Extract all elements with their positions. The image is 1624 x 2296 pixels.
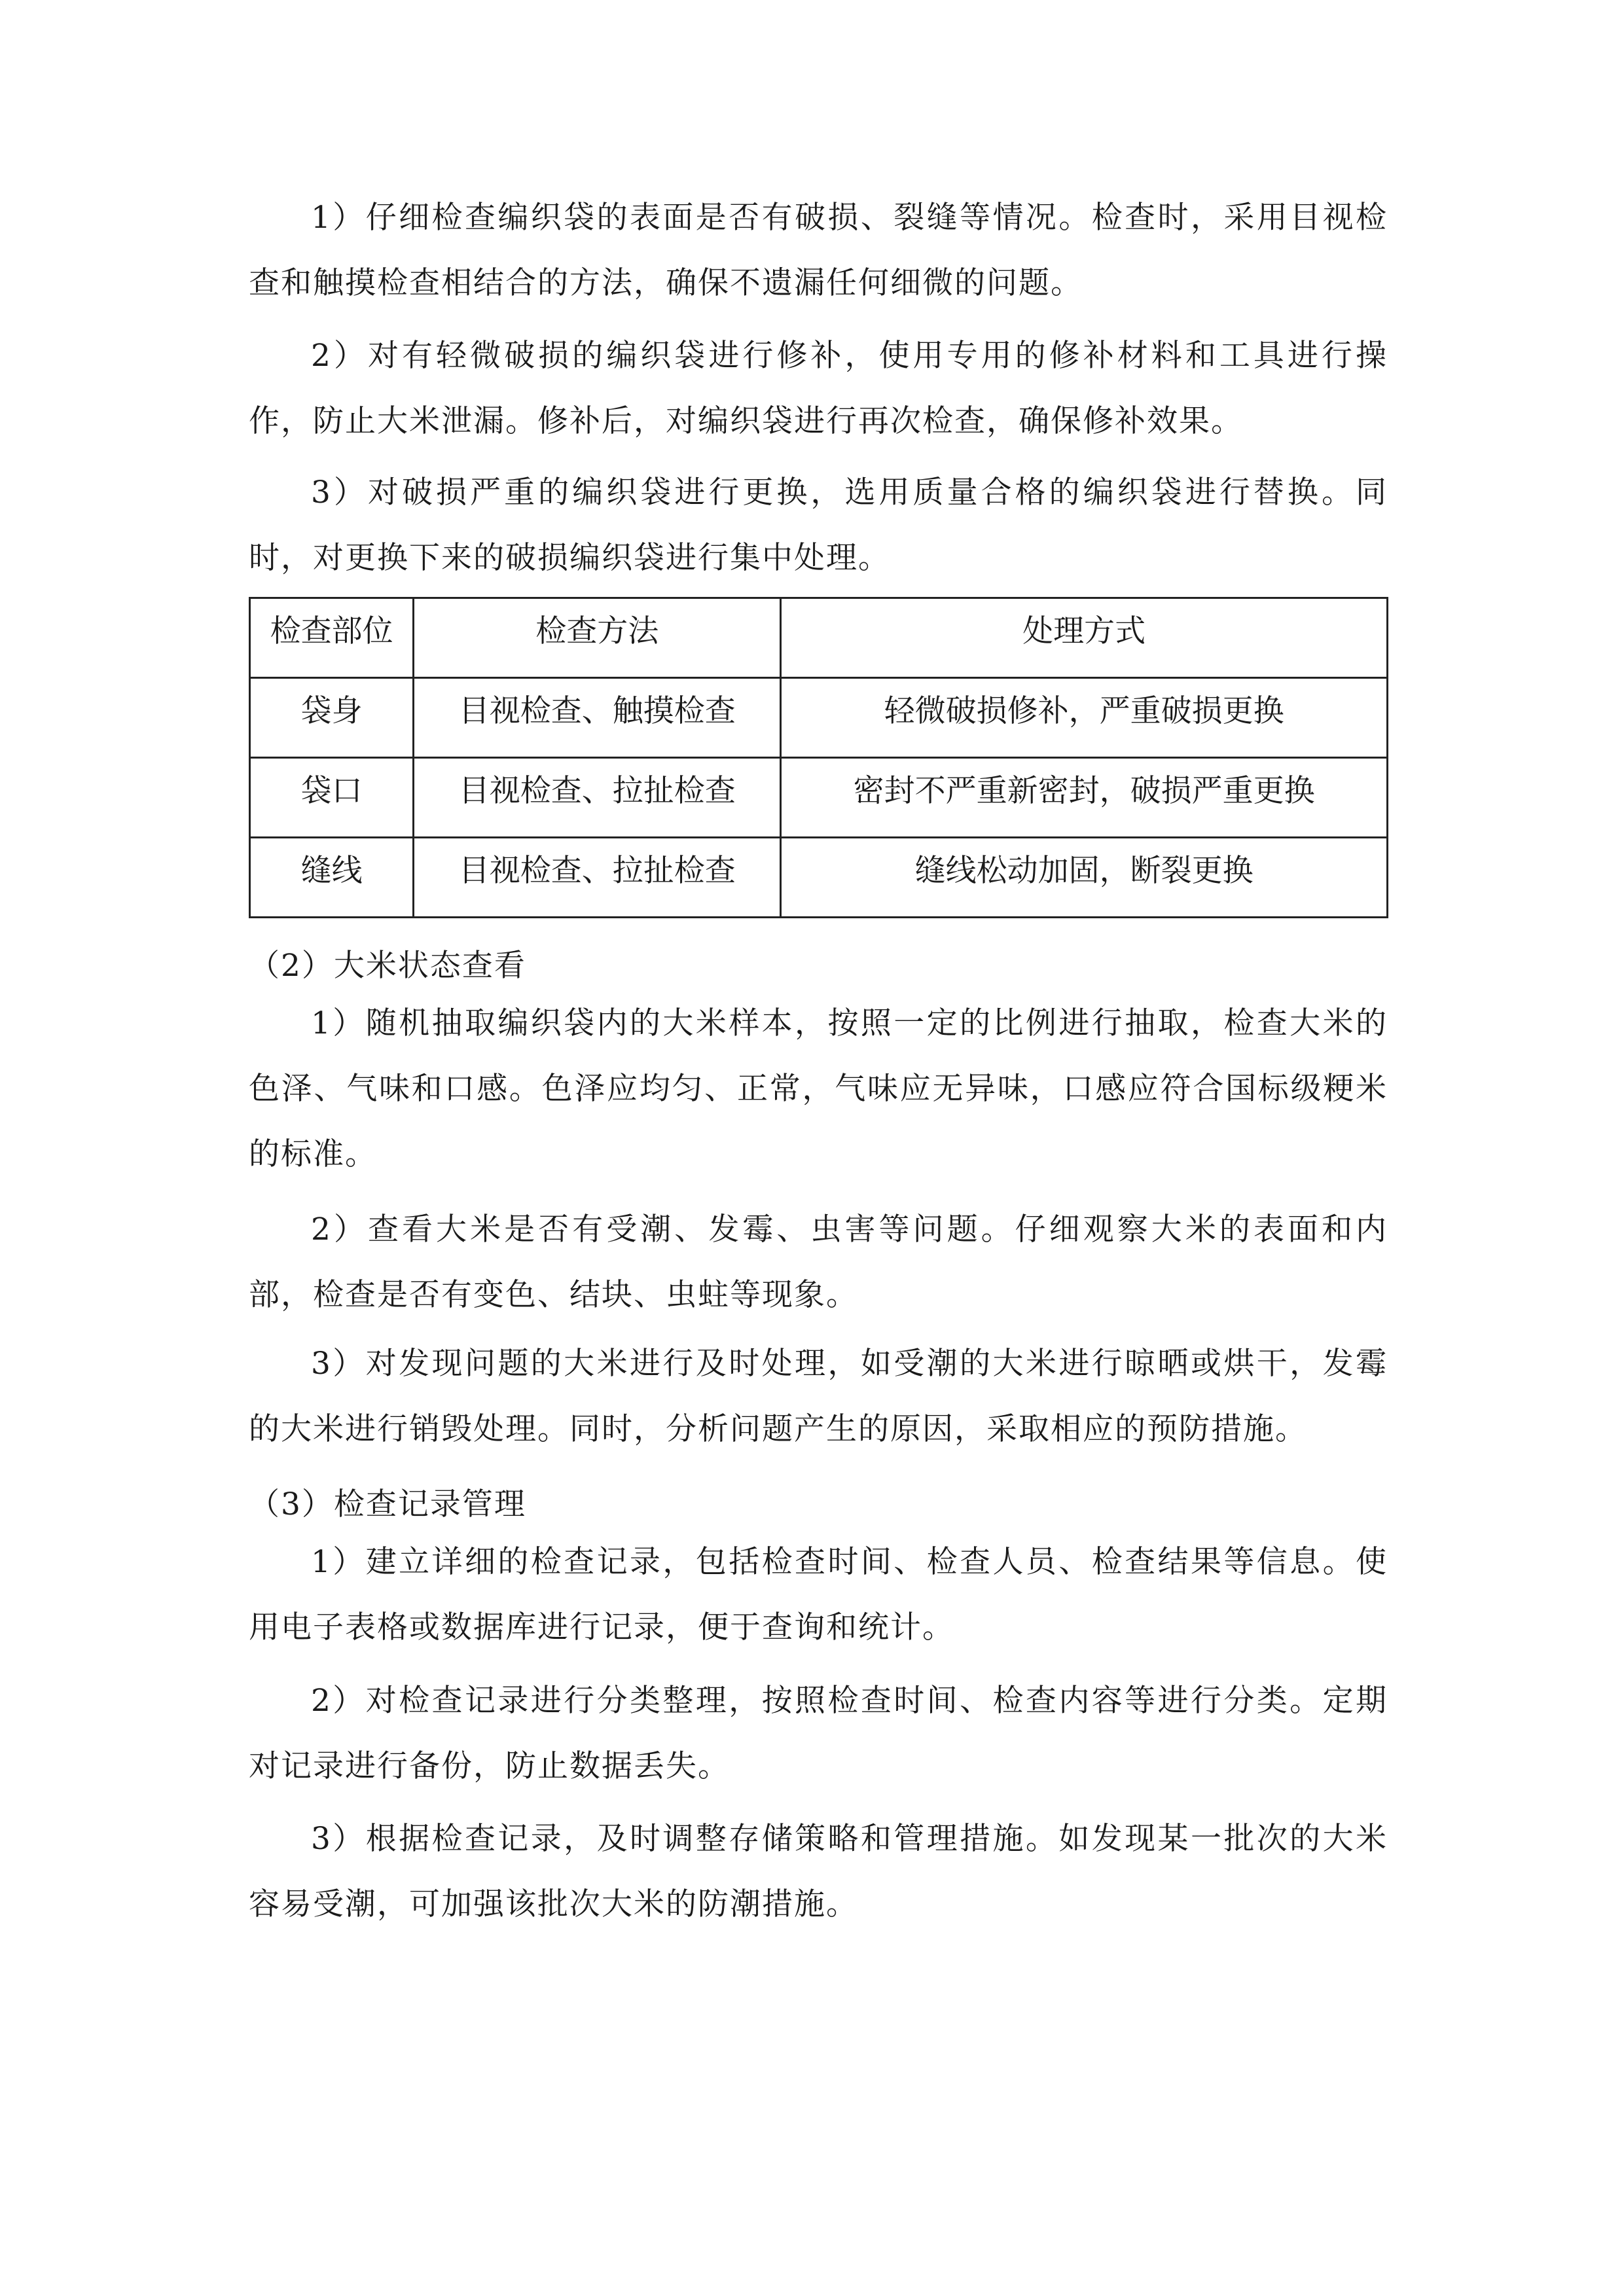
paragraph-record-organization: 2）对检查记录进行分类整理，按照检查时间、检查内容等进行分类。定期对记录进行备份，防止数据丢失。 [249, 1683, 1388, 1784]
table-row [250, 838, 1388, 918]
paragraph-rice-sampling: 1）随机抽取编织袋内的大米样本，按照一定的比例进行抽取，检查大米的色泽、气味和口感。色泽应均匀、正常，气味应无异味，口感应符合国标级粳米的标准。 [249, 1005, 1388, 1172]
table-cell: 轻微破损修补，严重破损更换 [781, 678, 1388, 758]
paragraph-rice-handling: 3）对发现问题的大米进行及时处理，如受潮的大米进行晾晒或烘干，发霉的大米进行销毁处理。同时，分析问题产生的原因，采取相应的预防措施。 [249, 1346, 1388, 1447]
inspection-table [249, 597, 1388, 918]
paragraph-record-adjustment: 3）根据检查记录，及时调整存储策略和管理措施。如发现某一批次的大米容易受潮，可加强该批次大米的防潮措施。 [249, 1821, 1388, 1922]
table-cell: 目视检查、拉扯检查 [414, 758, 781, 838]
table-row [250, 758, 1388, 838]
table-cell: 目视检查、触摸检查 [414, 678, 781, 758]
paragraph-bag-replacement: 3）对破损严重的编织袋进行更换，选用质量合格的编织袋进行替换。同时，对更换下来的破损编织袋进行集中处理。 [249, 475, 1388, 576]
paragraph-bag-surface-check: 1）仔细检查编织袋的表面是否有破损、裂缝等情况。检查时，采用目视检查和触摸检查相结合的方法，确保不遗漏任何细微的问题。 [249, 200, 1388, 301]
paragraph-rice-issues: 2）查看大米是否有受潮、发霉、虫害等问题。仔细观察大米的表面和内部，检查是否有变色、结块、虫蛀等现象。 [249, 1211, 1388, 1313]
table-header-cell: 处理方式 [781, 598, 1388, 678]
table-cell: 缝线松动加固，断裂更换 [781, 838, 1388, 918]
table-cell: 袋身 [250, 678, 414, 758]
paragraph-bag-repair: 2）对有轻微破损的编织袋进行修补，使用专用的修补材料和工具进行操作，防止大米泄漏。修补后，对编织袋进行再次检查，确保修补效果。 [249, 338, 1388, 439]
table-header-cell: 检查方法 [414, 598, 781, 678]
table-cell: 目视检查、拉扯检查 [414, 838, 781, 918]
table-cell: 缝线 [250, 838, 414, 918]
table-header-cell: 检查部位 [250, 598, 414, 678]
table-header-row [250, 598, 1388, 678]
table-cell: 密封不严重新密封，破损严重更换 [781, 758, 1388, 838]
paragraph-record-creation: 1）建立详细的检查记录，包括检查时间、检查人员、检查结果等信息。使用电子表格或数据库进行记录，便于查询和统计。 [249, 1544, 1388, 1645]
table-row [250, 678, 1388, 758]
section-heading-record-management: （3）检查记录管理 [249, 1486, 526, 1522]
section-heading-rice-status: （2）大米状态查看 [249, 948, 526, 984]
table-cell: 袋口 [250, 758, 414, 838]
